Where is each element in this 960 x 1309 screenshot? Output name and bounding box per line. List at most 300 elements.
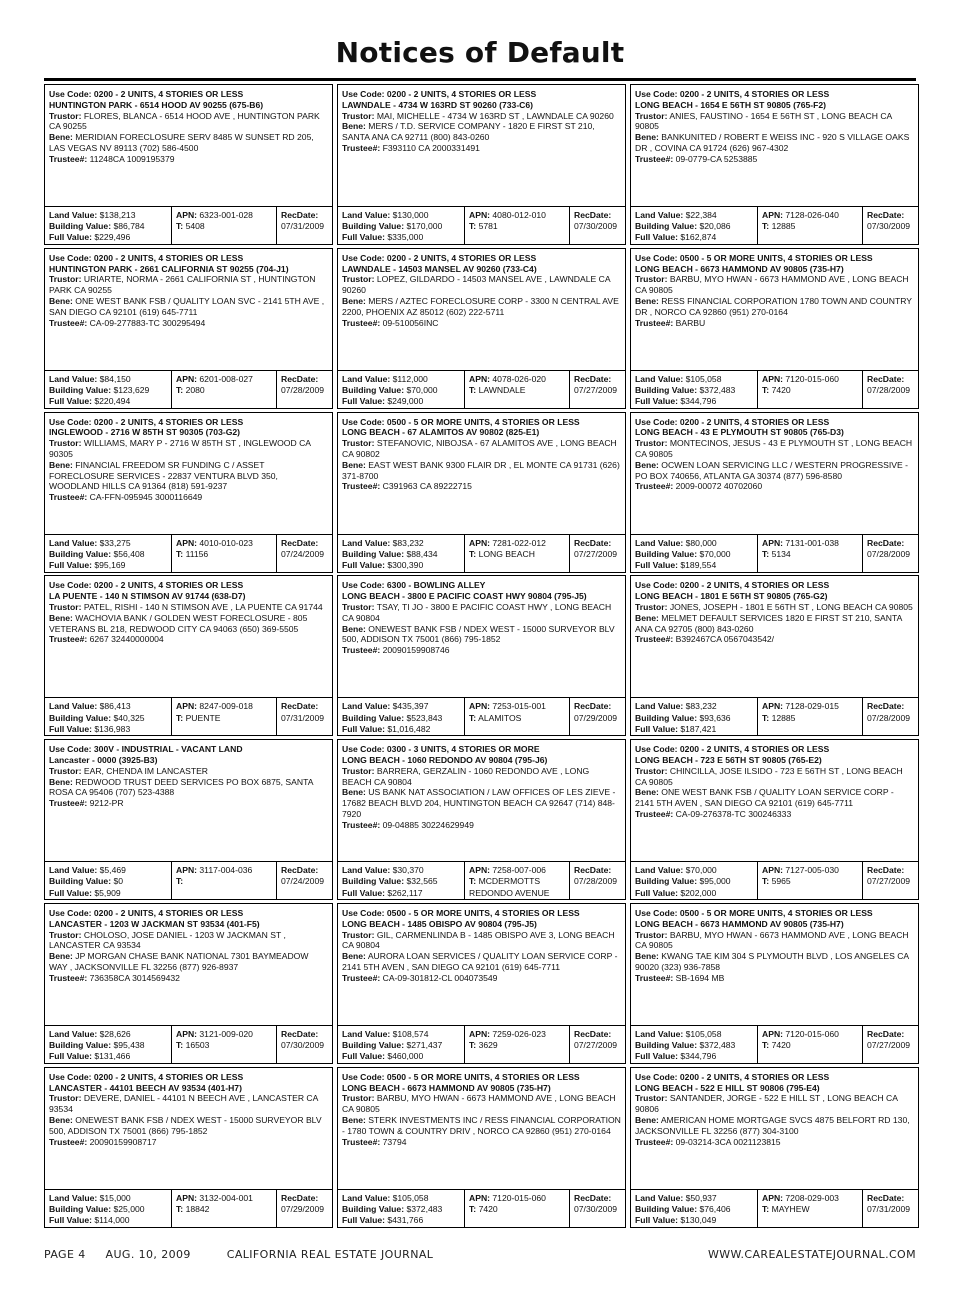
- value-cell: [45, 535, 171, 572]
- building-value-value: $95,000: [699, 876, 731, 887]
- land-value-value: $105,058: [392, 1192, 429, 1203]
- full-value-value: $131,466: [94, 1051, 131, 1062]
- beneficiary-value: RESS FINANCIAL CORPORATION 1780 TOWN AND COUNTRY DR , NORCO CA 92860 (951) 270-0164: [635, 295, 912, 317]
- trustor-label: Trustor:: [342, 110, 375, 121]
- trustee-number: [49, 492, 328, 503]
- trustor: [342, 274, 621, 296]
- notice-card: [630, 1067, 919, 1228]
- apn-value: 4080-012-010: [492, 210, 546, 220]
- land-value-label: Land Value:: [635, 865, 684, 876]
- trustor-value: BARRERA, GERZALIN - 1060 REDONDO AVE , LONG BEACH CA 90804: [342, 765, 590, 787]
- trustor-label: Trustor:: [342, 765, 375, 776]
- recdate-cell: [569, 1026, 625, 1063]
- apn-label: APN:: [176, 1028, 198, 1039]
- building-value: [342, 549, 464, 560]
- land-value: [49, 1029, 171, 1040]
- tract-label: T:: [762, 1040, 770, 1051]
- trustee-number-value: CA-09-277883-TC 300295494: [89, 317, 206, 328]
- apn-label: APN:: [762, 1192, 784, 1203]
- full-value-value: $162,874: [680, 232, 717, 243]
- notice-values: [338, 206, 625, 244]
- notice-info: [631, 904, 918, 1025]
- apn-label: APN:: [762, 373, 784, 384]
- apn-cell: [757, 698, 862, 735]
- notice-info: [45, 1068, 332, 1189]
- trustor: [342, 766, 621, 788]
- notice-card: [630, 84, 919, 245]
- building-value-label: Building Value:: [49, 876, 112, 887]
- trustor-label: Trustor:: [49, 274, 82, 285]
- property-address: LONG BEACH - 1654 E 56TH ST 90805 (765-F2): [635, 99, 827, 110]
- trustor: [342, 602, 621, 624]
- beneficiary-label: Bene:: [342, 623, 366, 634]
- recdate-cell: [276, 862, 332, 899]
- building-value-label: Building Value:: [635, 1040, 698, 1051]
- trustee-number-label: Trustee#:: [49, 1136, 88, 1147]
- beneficiary-label: Bene:: [635, 459, 659, 470]
- recdate-value: 07/28/2009: [574, 876, 618, 887]
- trustor: [635, 1093, 914, 1115]
- notice-values: [45, 370, 332, 408]
- recdate-cell: [569, 698, 625, 735]
- trustor-value: JONES, JOSEPH - 1801 E 56TH ST , LONG BEACH CA 90805: [669, 601, 913, 612]
- use-code: Use Code: 0200 - 2 UNITS, 4 STORIES OR LESS: [49, 89, 244, 99]
- land-value: [635, 1029, 757, 1040]
- trustor-value: MAI, MICHELLE - 4734 W 163RD ST , LAWNDALE CA 90260: [376, 110, 614, 121]
- land-value: [342, 1193, 464, 1204]
- building-value-value: $0: [113, 876, 124, 887]
- trustee-number: [49, 798, 328, 809]
- trustee-number: [49, 318, 328, 329]
- trustor: [342, 438, 621, 460]
- property-address: LAWNDALE - 4734 W 163RD ST 90260 (733-C6): [342, 99, 534, 110]
- building-value: [342, 385, 464, 396]
- notice-values: [338, 861, 625, 899]
- tract-value: 7420: [771, 1040, 791, 1051]
- trustor-label: Trustor:: [49, 110, 82, 121]
- recdate-cell: [276, 207, 332, 244]
- trustor-value: CHINCILLA, JOSE ILSIDO - 723 E 56TH ST , LONG BEACH CA 90805: [635, 765, 903, 787]
- apn: [469, 374, 569, 385]
- apn-value: 7131-001-038: [785, 537, 839, 548]
- recdate-label: RecDate:: [867, 865, 905, 876]
- notice-column: [44, 84, 333, 1231]
- apn-cell: [464, 207, 569, 244]
- trustor-value: FLORES, BLANCA - 6514 HOOD AVE , HUNTINGTON PARK CA 90255: [49, 110, 320, 132]
- apn-cell: [757, 862, 862, 899]
- beneficiary-value: AURORA LOAN SERVICES / QUALITY LOAN SERVICE CORP - 2141 5TH AVEN , SAN DIEGO CA 92101 (619) 645-7711: [342, 951, 618, 972]
- notice-info: [338, 249, 625, 370]
- full-value: [635, 232, 757, 243]
- apn: [469, 1029, 569, 1040]
- value-cell: [631, 371, 757, 408]
- building-value-value: $86,784: [113, 221, 145, 232]
- apn-label: APN:: [469, 1192, 491, 1203]
- trustor-value: GIL, CARMENLINDA B - 1485 OBISPO AVE 3, LONG BEACH CA 90804: [342, 929, 615, 951]
- recdate-value: 07/28/2009: [867, 548, 911, 559]
- tract-value: 3629: [478, 1040, 498, 1051]
- land-value-value: $105,058: [685, 373, 722, 384]
- notice-info: [45, 85, 332, 206]
- trustee-number-label: Trustee#:: [635, 481, 674, 492]
- land-value: [342, 374, 464, 385]
- apn-cell: [464, 535, 569, 572]
- value-cell: [338, 698, 464, 735]
- notice-card: [44, 248, 333, 409]
- apn: [469, 865, 569, 876]
- land-value-label: Land Value:: [49, 210, 98, 220]
- apn-value: 7258-007-006: [492, 865, 546, 876]
- tract: [762, 876, 862, 887]
- beneficiary: [49, 296, 328, 318]
- apn-label: APN:: [469, 373, 491, 384]
- trustee-number-value: CA-09-301812-CL 004073549: [382, 972, 498, 983]
- recdate-cell: [862, 1190, 918, 1227]
- beneficiary: [342, 460, 621, 482]
- trustee-number-label: Trustee#:: [49, 972, 88, 983]
- trustor-label: Trustor:: [635, 274, 668, 285]
- beneficiary: [342, 121, 621, 143]
- trustee-number: [342, 820, 621, 831]
- recdate-label: RecDate:: [867, 373, 905, 384]
- full-value: [342, 560, 464, 571]
- full-value-label: Full Value:: [49, 1215, 92, 1226]
- apn: [176, 538, 276, 549]
- trustee-number-value: 20090159908746: [382, 645, 450, 656]
- notices-grid: [44, 84, 919, 1231]
- apn-label: APN:: [176, 373, 198, 384]
- tract-value: 5781: [478, 221, 498, 232]
- use-code: Use Code: 6300 - BOWLING ALLEY: [342, 580, 486, 591]
- apn-value: 3117-004-036: [199, 865, 253, 876]
- apn: [469, 1193, 569, 1204]
- recdate-value: 07/30/2009: [867, 221, 911, 232]
- full-value-label: Full Value:: [49, 560, 92, 570]
- apn-cell: [171, 1026, 276, 1063]
- recdate-label: RecDate:: [574, 1028, 612, 1039]
- tract-label: T:: [469, 385, 477, 395]
- recdate-cell: [862, 862, 918, 899]
- land-value-value: $50,937: [685, 1192, 717, 1203]
- building-value-value: $32,565: [406, 876, 438, 887]
- trustee-number-label: Trustee#:: [342, 819, 381, 830]
- notice-info: [338, 413, 625, 534]
- land-value-label: Land Value:: [49, 1028, 98, 1039]
- recdate-label: RecDate:: [574, 1192, 612, 1203]
- notice-info: [45, 904, 332, 1025]
- apn-cell: [171, 207, 276, 244]
- recdate-label: RecDate:: [281, 537, 319, 548]
- full-value: [635, 1215, 757, 1226]
- value-cell: [631, 1026, 757, 1063]
- tract: [176, 713, 276, 724]
- apn-label: APN:: [469, 210, 491, 220]
- trustee-number-value: 73794: [382, 1136, 407, 1147]
- recdate-label: RecDate:: [867, 1192, 905, 1203]
- trustee-number: [342, 143, 621, 154]
- building-value: [342, 876, 464, 887]
- apn: [762, 1029, 862, 1040]
- beneficiary: [49, 460, 328, 492]
- building-value: [342, 713, 464, 724]
- recdate-value: 07/30/2009: [281, 1040, 325, 1051]
- full-value: [49, 1051, 171, 1062]
- property-address: INGLEWOOD - 2716 W 85TH ST 90305 (703-G2): [49, 427, 241, 438]
- use-code: Use Code: 0500 - 5 OR MORE UNITS, 4 STORIES OR LESS: [635, 252, 873, 263]
- recdate-cell: [862, 1026, 918, 1063]
- full-value-value: $1,016,482: [387, 723, 431, 734]
- tract-value: LONG BEACH: [478, 548, 535, 559]
- apn-label: APN:: [762, 701, 784, 712]
- tract-value: 7420: [478, 1203, 498, 1214]
- trustee-number-value: BARBU: [675, 317, 706, 328]
- beneficiary-value: REDWOOD TRUST DEED SERVICES PO BOX 6875, SANTA ROSA CA 95406 (707) 523-4388: [49, 776, 313, 798]
- trustee-number-value: SB-1694 MB: [675, 972, 725, 983]
- beneficiary-label: Bene:: [342, 787, 366, 798]
- beneficiary: [49, 777, 328, 799]
- apn-value: 7120-015-060: [785, 373, 839, 384]
- building-value-value: $372,483: [699, 1040, 736, 1051]
- use-code: Use Code: 0500 - 5 OR MORE UNITS, 4 STORIES OR LESS: [342, 416, 580, 427]
- notice-info: [631, 85, 918, 206]
- apn-label: APN:: [176, 537, 198, 548]
- notice-info: [631, 740, 918, 861]
- beneficiary-label: Bene:: [635, 295, 659, 306]
- use-code: Use Code: 300V - INDUSTRIAL - VACANT LAND: [49, 744, 243, 755]
- full-value-value: $249,000: [387, 396, 424, 407]
- trustee-number: [342, 318, 621, 329]
- trustee-number-value: 2009-00072 40702060: [675, 481, 763, 492]
- notice-info: [338, 740, 625, 861]
- trustee-number-value: 09-0779-CA 5253885: [675, 153, 758, 164]
- full-value: [342, 1215, 464, 1226]
- use-code: Use Code: 0200 - 2 UNITS, 4 STORIES OR LESS: [342, 89, 537, 99]
- beneficiary-value: WACHOVIA BANK / GOLDEN WEST FORECLOSURE - 805 VETERANS BL 218, REDWOOD CITY CA 94063 (650) 369-5505: [49, 612, 308, 634]
- full-value: [49, 232, 171, 243]
- value-cell: [338, 862, 464, 899]
- use-code: Use Code: 0200 - 2 UNITS, 4 STORIES OR LESS: [635, 744, 830, 755]
- building-value-value: $271,437: [406, 1040, 443, 1051]
- beneficiary-label: Bene:: [635, 787, 659, 798]
- beneficiary-label: Bene:: [49, 459, 73, 470]
- notice-values: [631, 1189, 918, 1227]
- trustor: [635, 602, 914, 613]
- recdate-cell: [276, 371, 332, 408]
- trustee-number-label: Trustee#:: [49, 634, 88, 645]
- trustee-number-label: Trustee#:: [49, 153, 88, 164]
- building-value: [635, 549, 757, 560]
- notice-card: [337, 575, 626, 736]
- apn-cell: [757, 1026, 862, 1063]
- beneficiary-value: MERS / T.D. SERVICE COMPANY - 1820 E FIRST ST 210, SANTA ANA CA 92711 (800) 843-0260: [342, 121, 595, 143]
- trustor: [635, 766, 914, 788]
- land-value-value: $138,213: [99, 210, 136, 220]
- tract-value: 7420: [771, 385, 791, 395]
- trustee-number: [342, 973, 621, 984]
- property-address: LONG BEACH - 1485 OBISPO AV 90804 (795-J5): [342, 918, 537, 929]
- notice-values: [45, 206, 332, 244]
- apn-cell: [464, 862, 569, 899]
- full-value-value: $344,796: [680, 396, 717, 407]
- property-address: LAWNDALE - 14503 MANSEL AV 90260 (733-C4): [342, 263, 537, 274]
- tract-value: 2080: [185, 385, 205, 395]
- building-value: [342, 221, 464, 232]
- full-value: [635, 888, 757, 899]
- trustor-value: DEVERE, DANIEL - 44101 N BEECH AVE , LANCASTER CA 93534: [49, 1093, 318, 1115]
- recdate-value: 07/28/2009: [281, 385, 325, 395]
- full-value-label: Full Value:: [49, 723, 92, 734]
- use-code: Use Code: 0200 - 2 UNITS, 4 STORIES OR LESS: [635, 89, 830, 99]
- land-value: [342, 865, 464, 876]
- value-cell: [45, 698, 171, 735]
- full-value-label: Full Value:: [49, 1051, 92, 1062]
- trustee-number: [635, 973, 914, 984]
- trustee-number-label: Trustee#:: [49, 317, 88, 328]
- building-value-value: $523,843: [406, 712, 443, 723]
- use-code: Use Code: 0200 - 2 UNITS, 4 STORIES OR LESS: [49, 416, 244, 427]
- apn-value: 7208-029-003: [785, 1192, 839, 1203]
- footer-date: AUG. 10, 2009: [105, 1248, 191, 1261]
- land-value-value: $83,232: [685, 701, 717, 712]
- building-value-label: Building Value:: [635, 385, 698, 395]
- building-value-value: $40,325: [113, 712, 145, 723]
- land-value-label: Land Value:: [635, 1192, 684, 1203]
- notice-card: [44, 739, 333, 900]
- tract: [762, 713, 862, 724]
- tract-label: T:: [176, 1040, 184, 1051]
- property-address: LONG BEACH - 6673 HAMMOND AV 90805 (735-H7): [635, 263, 844, 274]
- value-cell: [631, 207, 757, 244]
- use-code: Use Code: 0300 - 3 UNITS, 4 STORIES OR MORE: [342, 744, 540, 755]
- land-value-label: Land Value:: [342, 1028, 391, 1039]
- notice-info: [338, 1068, 625, 1189]
- building-value: [49, 221, 171, 232]
- land-value-value: $435,397: [392, 701, 429, 712]
- notice-card: [337, 1067, 626, 1228]
- trustor: [49, 438, 328, 460]
- land-value: [635, 538, 757, 549]
- apn-cell: [757, 371, 862, 408]
- tract: [176, 1040, 276, 1051]
- trustor-label: Trustor:: [635, 765, 668, 776]
- recdate-label: RecDate:: [574, 537, 612, 548]
- notice-card: [44, 84, 333, 245]
- notice-info: [45, 413, 332, 534]
- trustee-number-label: Trustee#:: [342, 481, 381, 492]
- building-value-value: $93,636: [699, 712, 731, 723]
- notice-card: [337, 84, 626, 245]
- notice-info: [338, 576, 625, 697]
- land-value-label: Land Value:: [635, 210, 684, 220]
- full-value: [635, 724, 757, 735]
- recdate-cell: [276, 1026, 332, 1063]
- tract-label: T:: [762, 1203, 770, 1214]
- recdate-value: 07/27/2009: [867, 876, 911, 887]
- trustee-number-label: Trustee#:: [635, 972, 674, 983]
- beneficiary: [635, 296, 914, 318]
- tract-value: 12885: [771, 712, 796, 723]
- use-code: Use Code: 0200 - 2 UNITS, 4 STORIES OR LESS: [49, 252, 244, 263]
- property-address: LONG BEACH - 522 E HILL ST 90806 (795-E4): [635, 1082, 820, 1093]
- tract-value: 18842: [185, 1203, 210, 1214]
- land-value-label: Land Value:: [342, 210, 391, 220]
- land-value: [49, 701, 171, 712]
- land-value-value: $22,384: [685, 210, 717, 220]
- beneficiary-label: Bene:: [342, 951, 366, 962]
- trustee-number-value: CA-FFN-095945 3000116649: [89, 492, 203, 503]
- trustee-number-value: 736358CA 3014569432: [89, 972, 180, 983]
- trustee-number: [635, 1137, 914, 1148]
- recdate-label: RecDate:: [867, 1028, 905, 1039]
- building-value: [635, 713, 757, 724]
- value-cell: [45, 207, 171, 244]
- notice-card: [630, 739, 919, 900]
- notice-card: [337, 412, 626, 573]
- apn-value: 7120-015-060: [785, 1028, 839, 1039]
- trustor-value: ANIES, FAUSTINO - 1654 E 56TH ST , LONG BEACH CA 90805: [635, 110, 892, 132]
- tract: [469, 221, 569, 232]
- building-value-label: Building Value:: [342, 385, 405, 395]
- apn-cell: [171, 1190, 276, 1227]
- notice-column: [630, 84, 919, 1231]
- property-address: LONG BEACH - 3800 E PACIFIC COAST HWY 90804 (795-J5): [342, 591, 587, 602]
- trustor-label: Trustor:: [635, 110, 668, 121]
- beneficiary-value: EAST WEST BANK 9300 FLAIR DR , EL MONTE CA 91731 (626) 371-8700: [342, 459, 620, 481]
- notice-info: [45, 740, 332, 861]
- trustor: [635, 438, 914, 460]
- trustor-label: Trustor:: [49, 438, 82, 449]
- tract: [176, 549, 276, 560]
- apn-cell: [171, 371, 276, 408]
- apn-value: 7128-029-015: [785, 701, 839, 712]
- tract: [176, 385, 276, 396]
- trustee-number-label: Trustee#:: [342, 142, 381, 153]
- building-value-label: Building Value:: [49, 221, 112, 232]
- beneficiary: [49, 613, 328, 635]
- building-value-value: $372,483: [406, 1203, 443, 1214]
- tract-value: PUENTE: [185, 712, 221, 723]
- recdate-value: 07/27/2009: [574, 1040, 618, 1051]
- value-cell: [338, 1026, 464, 1063]
- land-value-label: Land Value:: [342, 865, 391, 876]
- full-value-label: Full Value:: [49, 887, 92, 898]
- trustor-value: MONTECINOS, JESUS - 43 E PLYMOUTH ST , LONG BEACH CA 90805: [635, 438, 913, 459]
- beneficiary-value: STERK INVESTMENTS INC / RESS FINANCIAL CORPORATION - 1780 TOWN & COUNTRY DRIV , NORCO CA 92860 (951) 270-0164: [342, 1114, 621, 1136]
- full-value-label: Full Value:: [342, 396, 385, 407]
- tract-label: T:: [469, 712, 477, 723]
- recdate-cell: [276, 535, 332, 572]
- trustor-label: Trustor:: [342, 601, 375, 612]
- property-address: LONG BEACH - 43 E PLYMOUTH ST 90805 (765-D3): [635, 427, 844, 438]
- tract-label: T:: [469, 1040, 477, 1051]
- trustee-number: [635, 481, 914, 492]
- beneficiary-label: Bene:: [635, 612, 659, 623]
- property-address: LANCASTER - 44101 BEECH AV 93534 (401-H7): [49, 1082, 242, 1093]
- beneficiary-label: Bene:: [342, 459, 366, 470]
- building-value-label: Building Value:: [342, 1040, 405, 1051]
- notice-values: [45, 1025, 332, 1063]
- trustor-label: Trustor:: [49, 765, 82, 776]
- trustee-number: [635, 154, 914, 165]
- property-address: Lancaster - 0000 (3925-B3): [49, 754, 158, 765]
- building-value-label: Building Value:: [635, 221, 698, 232]
- apn-value: 7127-005-030: [785, 865, 839, 876]
- apn-value: 4010-010-023: [199, 537, 253, 548]
- apn-label: APN:: [176, 865, 198, 876]
- notice-values: [631, 206, 918, 244]
- full-value-value: $5,909: [94, 887, 121, 898]
- recdate-label: RecDate:: [281, 701, 319, 712]
